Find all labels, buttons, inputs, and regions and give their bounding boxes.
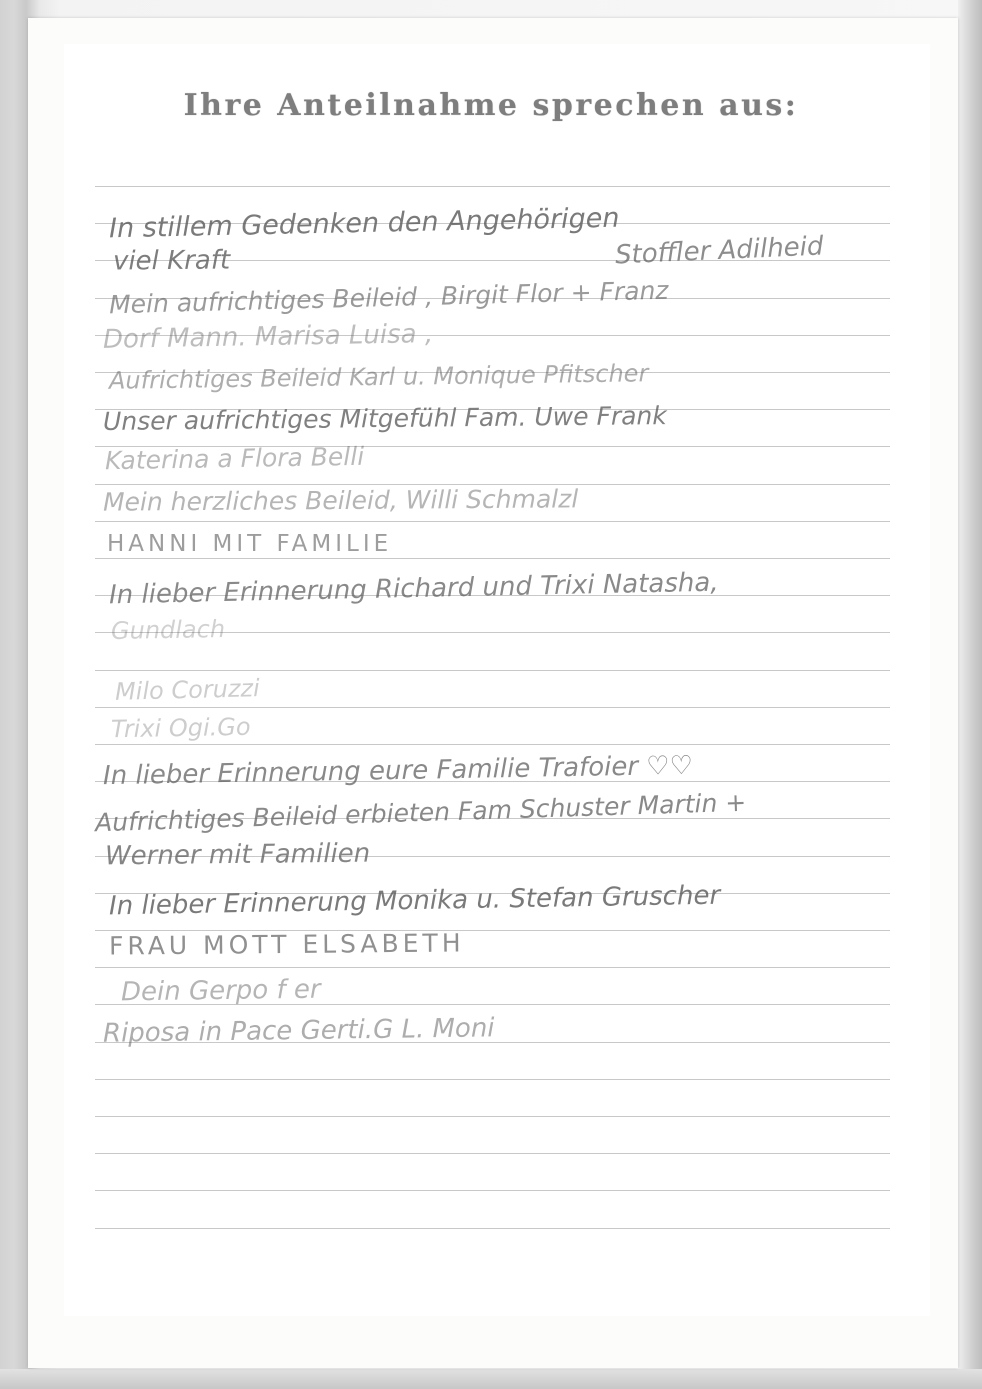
- rule-line: [95, 1116, 890, 1117]
- rule-line: [95, 744, 890, 745]
- rule-line: [95, 521, 890, 522]
- handwritten-entry: Werner mit Familien: [104, 838, 371, 872]
- handwritten-entry: Dein Gerpo f er: [120, 974, 321, 1008]
- rule-line: [95, 1079, 890, 1080]
- handwritten-entry: viel Kraft: [112, 245, 231, 277]
- page-title: Ihre Anteilnahme sprechen aus:: [183, 88, 799, 123]
- handwritten-entry: Unser aufrichtiges Mitgefühl Fam. Uwe Frank: [102, 401, 667, 436]
- handwritten-entry: In lieber Erinnerung eure Familie Trafoier ♡♡: [102, 750, 694, 792]
- rule-line: [95, 1153, 890, 1154]
- handwritten-entry: Mein herzliches Beileid, Willi Schmalzl: [102, 484, 579, 517]
- rule-line: [95, 670, 890, 671]
- handwritten-entry: Mein aufrichtiges Beileid , Birgit Flor + Franz: [108, 275, 669, 320]
- ruled-writing-area: [95, 186, 890, 1264]
- handwritten-entry: Trixi Ogi.Go: [110, 712, 251, 744]
- handwritten-entry: FRAU MOTT ELSABETH: [108, 928, 465, 961]
- handwritten-entry: Stoffler Adilheid: [614, 231, 825, 271]
- rule-line: [95, 558, 890, 559]
- handwritten-entry: In stillem Gedenken den Angehörigen: [108, 202, 620, 245]
- handwritten-entry: Gundlach: [110, 615, 226, 645]
- scan-right-edge: [958, 0, 982, 1389]
- handwritten-entry: In lieber Erinnerung Monika u. Stefan Gruscher: [108, 880, 721, 922]
- handwritten-entry: HANNI MIT FAMILIE: [107, 531, 393, 557]
- rule-line: [95, 1190, 890, 1191]
- rule-line: [95, 1228, 890, 1229]
- rule-line: [95, 186, 890, 187]
- rule-line: [95, 967, 890, 968]
- handwritten-entry: Aufrichtiges Beileid erbieten Fam Schuster Martin +: [94, 787, 747, 838]
- handwritten-entry: Milo Coruzzi: [114, 674, 261, 706]
- handwritten-entry: In lieber Erinnerung Richard und Trixi Natasha,: [108, 567, 719, 611]
- handwritten-entry: Dorf Mann. Marisa Luisa ,: [102, 319, 434, 355]
- handwritten-entry: Katerina a Flora Belli: [104, 441, 365, 476]
- scan-bottom-edge: [0, 1369, 982, 1389]
- handwritten-entry: Aufrichtiges Beileid Karl u. Monique Pfitscher: [108, 359, 649, 395]
- rule-line: [95, 707, 890, 708]
- handwritten-entry: Riposa in Pace Gerti.G L. Moni: [102, 1013, 495, 1049]
